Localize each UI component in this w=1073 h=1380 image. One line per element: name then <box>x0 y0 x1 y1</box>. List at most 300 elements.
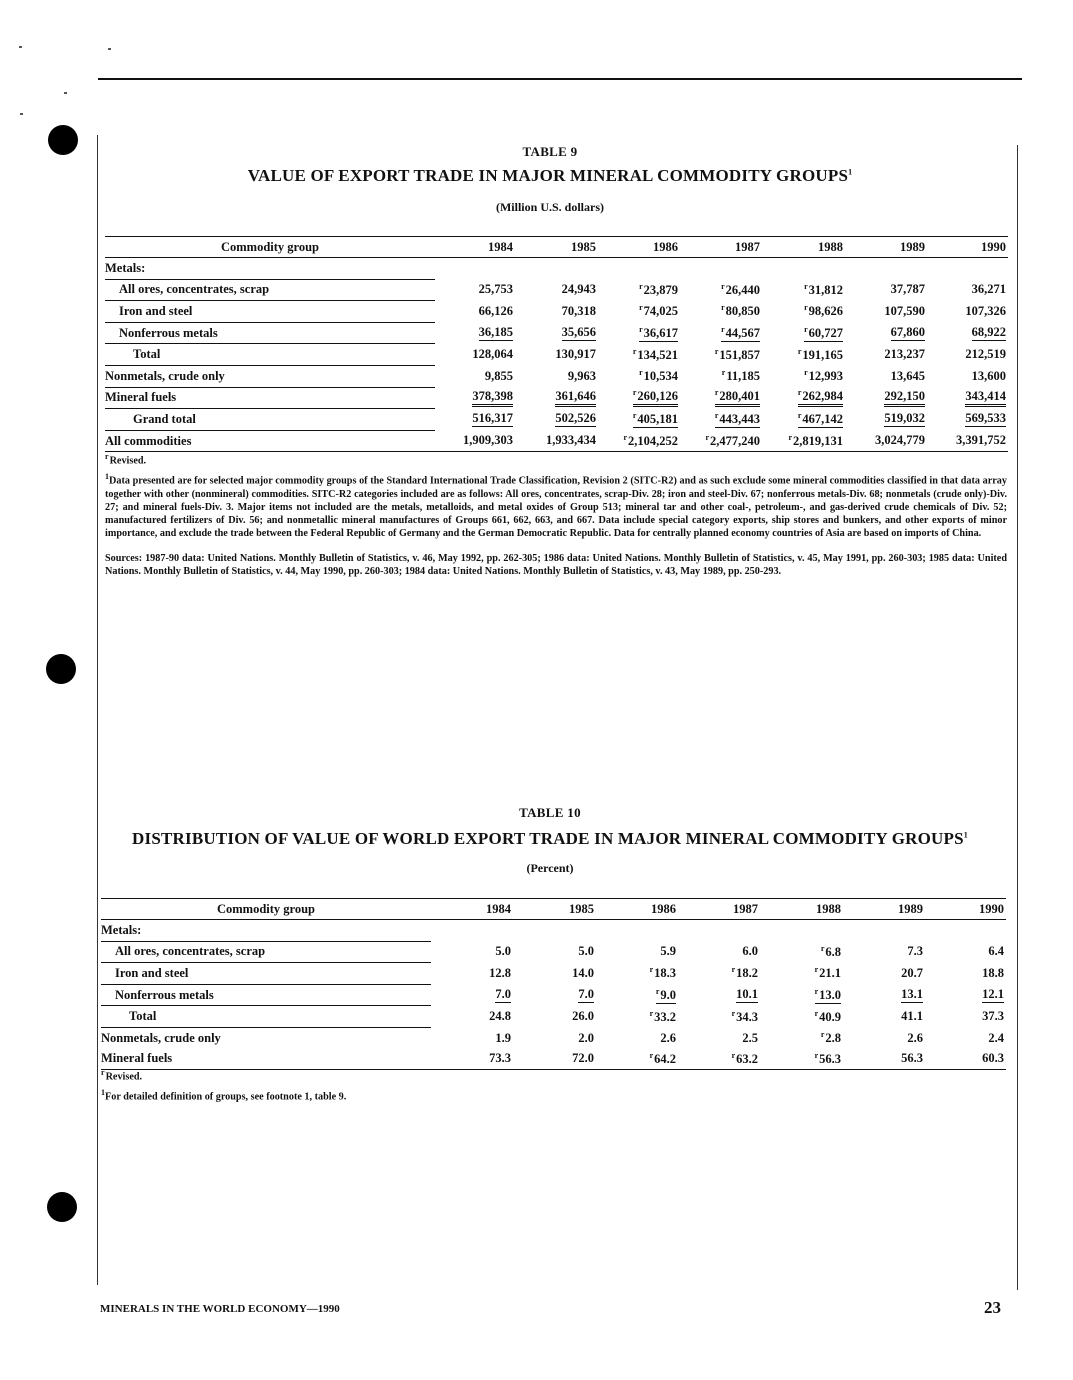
cell-value: 502,526 <box>555 411 596 426</box>
table-cell <box>925 1006 1006 1028</box>
table-cell <box>513 984 596 1006</box>
table-cell <box>927 409 1008 431</box>
revised-marker: r <box>804 281 808 291</box>
cell-value: 443,443 <box>719 412 760 427</box>
cell-value: 1,933,434 <box>546 433 596 448</box>
cell-value: 2.0 <box>578 1030 594 1045</box>
binder-hole <box>47 1192 77 1222</box>
table-row <box>105 279 1008 301</box>
cell-value: 262,984 <box>802 389 843 404</box>
table-cell <box>515 258 598 280</box>
cell-value: 24.8 <box>489 1009 511 1024</box>
table-cell <box>431 1006 513 1028</box>
row-label <box>101 920 431 942</box>
cell-value: 33.2 <box>654 1009 676 1024</box>
cell-value: 25,753 <box>478 282 513 297</box>
row-label-text: Iron and steel <box>119 303 193 318</box>
cell-value: 56.3 <box>819 1051 841 1066</box>
revised-marker: r <box>731 1050 736 1060</box>
cell-value: 405,181 <box>637 412 678 427</box>
row-label-text: Nonferrous metals <box>115 987 214 1002</box>
table-cell <box>680 258 762 280</box>
table-cell <box>762 301 845 323</box>
table-cell <box>925 920 1006 942</box>
cell-value: 7.3 <box>907 944 923 959</box>
cell-value: 18.3 <box>654 966 676 981</box>
table-cell <box>513 1027 596 1048</box>
table10-data-table <box>101 898 1006 1070</box>
cell-value: 343,414 <box>965 388 1006 403</box>
table-cell <box>680 409 762 431</box>
table-cell <box>435 322 515 344</box>
cell-value: 36,271 <box>971 282 1006 297</box>
right-margin-line <box>1017 145 1018 1290</box>
cell-value: 467,142 <box>802 412 843 427</box>
row-label <box>105 279 435 301</box>
row-label <box>101 1006 431 1028</box>
row-label-text: Metals: <box>105 260 146 275</box>
table10-label: TABLE 10 <box>519 805 581 820</box>
revised-marker: r <box>721 368 726 378</box>
cell-value: 14.0 <box>572 965 594 980</box>
table-cell <box>515 279 598 301</box>
table10-title: DISTRIBUTION OF VALUE OF WORLD EXPORT TRADE IN MAJOR MINERAL COMMODITY GROUPS$^1$ <box>132 829 968 848</box>
table-cell <box>760 1027 843 1048</box>
revised-marker: r <box>649 1050 654 1060</box>
cell-value: 13.0 <box>819 987 841 1002</box>
table-cell <box>431 963 513 985</box>
revised-marker: r <box>632 346 637 356</box>
cell-value: 35,656 <box>561 325 596 340</box>
row-label <box>105 344 435 366</box>
table-cell <box>760 1049 843 1070</box>
table10-header-row <box>101 899 1006 920</box>
cell-value: 260,126 <box>637 389 678 404</box>
table-cell <box>435 387 515 409</box>
row-label <box>105 430 435 452</box>
table-row <box>105 258 1008 280</box>
revised-marker: r <box>649 965 654 975</box>
table-cell <box>843 1027 925 1048</box>
table-cell <box>762 387 845 409</box>
table-cell <box>760 1006 843 1028</box>
table10-notes <box>101 1066 701 1104</box>
table9-notes <box>105 450 1007 578</box>
cell-value: 26,440 <box>725 282 760 297</box>
cell-value: 2.8 <box>825 1031 841 1046</box>
table-cell <box>762 365 845 387</box>
scan-speck <box>20 113 23 115</box>
table-cell <box>680 322 762 344</box>
table-cell <box>762 409 845 431</box>
top-rule <box>98 78 1022 80</box>
table-cell <box>762 430 845 452</box>
cell-value: 130,917 <box>555 347 596 362</box>
revised-marker: r <box>721 324 725 334</box>
year-header: 1984 <box>435 237 515 258</box>
table-cell <box>513 963 596 985</box>
cell-value: 569,533 <box>965 411 1006 426</box>
revised-marker: r <box>797 346 802 356</box>
table-cell <box>596 920 678 942</box>
table9-unit: (Million U.S. dollars) <box>495 200 604 214</box>
table-cell <box>598 301 680 323</box>
cell-value: 191,165 <box>802 347 843 362</box>
revised-marker: r <box>714 388 719 398</box>
cell-value: 2,477,240 <box>710 433 760 448</box>
row-label <box>105 409 435 431</box>
row-label-text: Mineral fuels <box>105 390 177 405</box>
table-cell <box>678 1027 760 1048</box>
row-label <box>101 941 431 963</box>
revised-marker: r <box>731 965 736 975</box>
revised-marker: r <box>797 388 802 398</box>
revised-marker: r <box>814 965 819 975</box>
revised-note: $^r$Revised. <box>101 1068 143 1083</box>
cell-value: 10.1 <box>736 987 758 1002</box>
cell-value: 378,398 <box>472 388 513 403</box>
year-header: 1989 <box>843 899 925 920</box>
row-label <box>105 322 435 344</box>
table-cell <box>843 1006 925 1028</box>
cell-value: 7.0 <box>495 987 511 1002</box>
cell-value: 63.2 <box>736 1051 758 1066</box>
year-header: 1984 <box>431 899 513 920</box>
cell-value: 64.2 <box>654 1051 676 1066</box>
table-row <box>105 365 1008 387</box>
table-cell <box>925 1049 1006 1070</box>
table-cell <box>760 984 843 1006</box>
revised-marker: r <box>814 986 819 996</box>
table-cell <box>927 301 1008 323</box>
year-header: 1988 <box>762 237 845 258</box>
table9-header-row <box>105 237 1008 258</box>
table-cell <box>925 963 1006 985</box>
revised-marker: r <box>639 368 643 378</box>
table-cell <box>515 344 598 366</box>
table-cell <box>596 1006 678 1028</box>
cell-value: 18.8 <box>982 965 1004 980</box>
cell-value: 18.2 <box>736 966 758 981</box>
table-cell <box>596 963 678 985</box>
row-label <box>105 387 435 409</box>
table10-unit: (Percent) <box>526 861 574 875</box>
table-cell <box>845 430 927 452</box>
row-label-text: Metals: <box>101 922 142 937</box>
table9-title: VALUE OF EXPORT TRADE IN MAJOR MINERAL COMMODITY GROUPS$^1$ <box>247 166 853 185</box>
row-label-text: Total <box>129 1009 157 1024</box>
revised-marker: r <box>714 346 719 356</box>
table-row <box>101 920 1006 942</box>
cell-value: 36,617 <box>643 325 678 340</box>
table-cell <box>435 344 515 366</box>
revised-marker: r <box>820 1029 825 1039</box>
table-cell <box>843 984 925 1006</box>
table9-data-table <box>105 236 1008 452</box>
row-label-text: All commodities <box>105 433 192 448</box>
cell-value: 60,727 <box>808 325 843 340</box>
table-row <box>101 1027 1006 1048</box>
table-cell <box>431 984 513 1006</box>
revised-marker: r <box>814 1008 819 1018</box>
table-row <box>101 963 1006 985</box>
table-cell <box>760 963 843 985</box>
cell-value: 13,645 <box>890 368 925 383</box>
cell-value: 2.6 <box>907 1030 923 1045</box>
table-cell <box>845 344 927 366</box>
revised-marker: r <box>639 281 643 291</box>
cell-value: 20.7 <box>901 965 923 980</box>
table-cell <box>843 920 925 942</box>
cell-value: 5.0 <box>495 944 511 959</box>
table-cell <box>598 258 680 280</box>
scan-speck <box>19 46 22 48</box>
revised-marker: r <box>731 1008 736 1018</box>
table-cell <box>598 322 680 344</box>
table-row <box>105 409 1008 431</box>
cell-value: 3,024,779 <box>875 433 925 448</box>
revised-marker: r <box>655 986 660 996</box>
table-cell <box>435 279 515 301</box>
table-cell <box>515 387 598 409</box>
row-label <box>105 258 435 280</box>
binder-hole <box>46 654 76 684</box>
revised-marker: r <box>721 303 725 313</box>
row-label-text: Nonmetals, crude only <box>105 368 225 383</box>
row-label-text: Nonferrous metals <box>119 325 218 340</box>
revised-marker: r <box>705 432 709 442</box>
table-cell <box>762 344 845 366</box>
footnote-1: $^1$For detailed definition of groups, see footnote 1, table 9. <box>101 1088 347 1103</box>
table-cell <box>515 430 598 452</box>
cell-value: 519,032 <box>884 411 925 426</box>
table-row <box>105 322 1008 344</box>
table-cell <box>678 941 760 963</box>
table-cell <box>431 941 513 963</box>
table-row <box>105 430 1008 452</box>
year-header: 1988 <box>760 899 843 920</box>
cell-value: 107,590 <box>884 303 925 318</box>
cell-value: 12.8 <box>489 965 511 980</box>
cell-value: 67,860 <box>890 325 925 340</box>
cell-value: 12,993 <box>808 369 843 384</box>
cell-value: 31,812 <box>808 282 843 297</box>
table-cell <box>513 1006 596 1028</box>
table-row <box>101 1006 1006 1028</box>
table-row <box>105 301 1008 323</box>
row-label <box>105 301 435 323</box>
table-cell <box>678 920 760 942</box>
table-cell <box>845 409 927 431</box>
revised-marker: r <box>804 324 808 334</box>
cell-value: 73.3 <box>489 1051 511 1066</box>
table-cell <box>435 301 515 323</box>
cell-value: 70,318 <box>561 303 596 318</box>
cell-value: 37.3 <box>982 1009 1004 1024</box>
revised-marker: r <box>649 1008 654 1018</box>
cell-value: 5.0 <box>578 944 594 959</box>
table-cell <box>515 365 598 387</box>
table-cell <box>843 963 925 985</box>
cell-value: 9,855 <box>484 368 513 383</box>
cell-value: 5.9 <box>660 944 676 959</box>
revised-marker: r <box>639 324 643 334</box>
cell-value: 98,626 <box>808 304 843 319</box>
table-cell <box>515 322 598 344</box>
table-cell <box>845 258 927 280</box>
cell-value: 44,567 <box>725 325 760 340</box>
revised-marker: r <box>623 432 627 442</box>
revised-marker: r <box>714 410 719 420</box>
cell-value: 280,401 <box>719 389 760 404</box>
row-label-text: Iron and steel <box>115 965 189 980</box>
table-cell <box>431 1027 513 1048</box>
table-cell <box>762 258 845 280</box>
revised-marker: r <box>639 303 643 313</box>
year-header: 1986 <box>596 899 678 920</box>
cell-value: 7.0 <box>578 987 594 1002</box>
table-cell <box>845 322 927 344</box>
row-label <box>105 365 435 387</box>
cell-value: 2.4 <box>988 1030 1004 1045</box>
table-cell <box>927 344 1008 366</box>
cell-value: 2,104,252 <box>628 433 678 448</box>
year-header: 1989 <box>845 237 927 258</box>
revised-marker: r <box>804 303 808 313</box>
revised-note: $^r$Revised. <box>105 452 147 467</box>
cell-value: 212,519 <box>965 347 1006 362</box>
cell-value: 2.5 <box>742 1030 758 1045</box>
cell-value: 56.3 <box>901 1051 923 1066</box>
year-header: 1990 <box>927 237 1008 258</box>
cell-value: 34.3 <box>736 1009 758 1024</box>
table-cell <box>435 430 515 452</box>
cell-value: 128,064 <box>472 347 513 362</box>
cell-value: 26.0 <box>572 1009 594 1024</box>
revised-marker: r <box>814 1050 819 1060</box>
cell-value: 40.9 <box>819 1009 841 1024</box>
table-cell <box>596 1027 678 1048</box>
cell-value: 21.1 <box>819 966 841 981</box>
year-header: 1987 <box>678 899 760 920</box>
cell-value: 37,787 <box>890 282 925 297</box>
table-cell <box>431 920 513 942</box>
scan-speck <box>64 92 67 94</box>
table-cell <box>515 301 598 323</box>
row-label <box>101 984 431 1006</box>
table-cell <box>845 387 927 409</box>
cell-value: 1.9 <box>495 1030 511 1045</box>
cell-value: 213,237 <box>884 347 925 362</box>
table-cell <box>435 409 515 431</box>
table-cell <box>598 409 680 431</box>
row-label-text: Nonmetals, crude only <box>101 1030 221 1045</box>
table-cell <box>680 301 762 323</box>
row-label-text: Total <box>133 347 161 362</box>
table-cell <box>680 430 762 452</box>
cell-value: 36,185 <box>478 325 513 340</box>
revised-marker: r <box>797 410 802 420</box>
cell-value: 6.8 <box>825 944 841 959</box>
cell-value: 72.0 <box>572 1051 594 1066</box>
cell-value: 1,909,303 <box>463 433 513 448</box>
table-cell <box>845 301 927 323</box>
cell-value: 13.1 <box>901 987 923 1002</box>
revised-marker: r <box>721 281 725 291</box>
table-cell <box>760 941 843 963</box>
row-label-text: Grand total <box>133 411 196 426</box>
table-cell <box>762 279 845 301</box>
cell-value: 13,600 <box>971 368 1006 383</box>
row-label-text: All ores, concentrates, scrap <box>115 944 266 959</box>
sources-note: Sources: 1987-90 data: United Nations. Monthly Bulletin of Statistics, v. 46, May 1992, pp. 262-305; 1986 data: United Nations. Monthly Bulletin of Statistics, v. 45, May 1991, pp. 260-303; 1985 data: United Nations. Monthly Bulletin of Statistics, v. 44, May 1990, pp. 260-303; 1984 data: United Nations. Monthly Bulletin of Statistics, v. 43, May 1989, pp. 250-293. <box>105 552 1007 577</box>
left-margin-line <box>97 135 98 1285</box>
cell-value: 68,922 <box>971 325 1006 340</box>
row-label <box>101 963 431 985</box>
revised-marker: r <box>820 943 825 953</box>
table-row <box>105 344 1008 366</box>
cell-value: 11,185 <box>726 369 760 384</box>
column-header: Commodity group <box>105 237 435 258</box>
cell-value: 60.3 <box>982 1051 1004 1066</box>
footnote-1: $^1$Data presented are for selected major commodity groups of the Standard International Trade Classification, Revision 2 (SITC-R2) and as such exclude some mineral commodities classified in that data array together with other (nonmineral) commodities. SITC-R2 categories included are as follows: All ores, concentrates, scrap-Div. 28; iron and steel-Div. 67; nonferrous metals-Div. 68; nonmetals (crude only)-Div. 27; and mineral fuels-Div. 3. Major items not included are the metals, metalloids, and metal oxides of Group 513; mineral tar and other coal-, petroleum-, and gas-derived crude chemicals of Div. 52; manufactured fertilizers of Div. 56; and nonmetallic mineral manufactures of Groups 661, 662, 663, and 667. Data include special category exports, ship stores and bunkers, and other exports of minor importance, and exclude the trade between the Federal Republic of Germany and the German Democratic Republic. Data for centrally planned economy countries of Asia are based on imports of China. <box>105 472 1007 539</box>
revised-marker: r <box>788 432 792 442</box>
cell-value: 80,850 <box>725 304 760 319</box>
running-footer: MINERALS IN THE WORLD ECONOMY—1990 <box>100 1303 340 1315</box>
cell-value: 3,391,752 <box>956 433 1006 448</box>
table-row <box>101 941 1006 963</box>
table-cell <box>760 920 843 942</box>
table-cell <box>515 409 598 431</box>
table-cell <box>925 984 1006 1006</box>
year-header: 1986 <box>598 237 680 258</box>
table-cell <box>925 1027 1006 1048</box>
table-cell <box>513 941 596 963</box>
cell-value: 41.1 <box>901 1009 923 1024</box>
year-header: 1985 <box>513 899 596 920</box>
table-cell <box>435 365 515 387</box>
table-cell <box>680 365 762 387</box>
table-cell <box>927 279 1008 301</box>
revised-marker: r <box>804 368 808 378</box>
table-cell <box>845 365 927 387</box>
cell-value: 6.0 <box>742 944 758 959</box>
table-cell <box>513 920 596 942</box>
table-cell <box>598 279 680 301</box>
table-cell <box>927 387 1008 409</box>
revised-marker: r <box>632 410 637 420</box>
row-label <box>101 1027 431 1048</box>
year-header: 1985 <box>515 237 598 258</box>
cell-value: 12.1 <box>982 987 1004 1002</box>
cell-value: 516,317 <box>472 411 513 426</box>
cell-value: 2.6 <box>660 1030 676 1045</box>
scan-speck <box>108 48 111 50</box>
table-cell <box>435 258 515 280</box>
table-cell <box>680 344 762 366</box>
table-cell <box>678 984 760 1006</box>
table-cell <box>925 941 1006 963</box>
table-cell <box>598 365 680 387</box>
cell-value: 66,126 <box>478 303 513 318</box>
cell-value: 292,150 <box>884 388 925 403</box>
table-cell <box>845 279 927 301</box>
table-cell <box>927 258 1008 280</box>
cell-value: 10,534 <box>643 369 678 384</box>
table-cell <box>843 941 925 963</box>
table9-label: TABLE 9 <box>522 144 578 159</box>
table-cell <box>927 365 1008 387</box>
